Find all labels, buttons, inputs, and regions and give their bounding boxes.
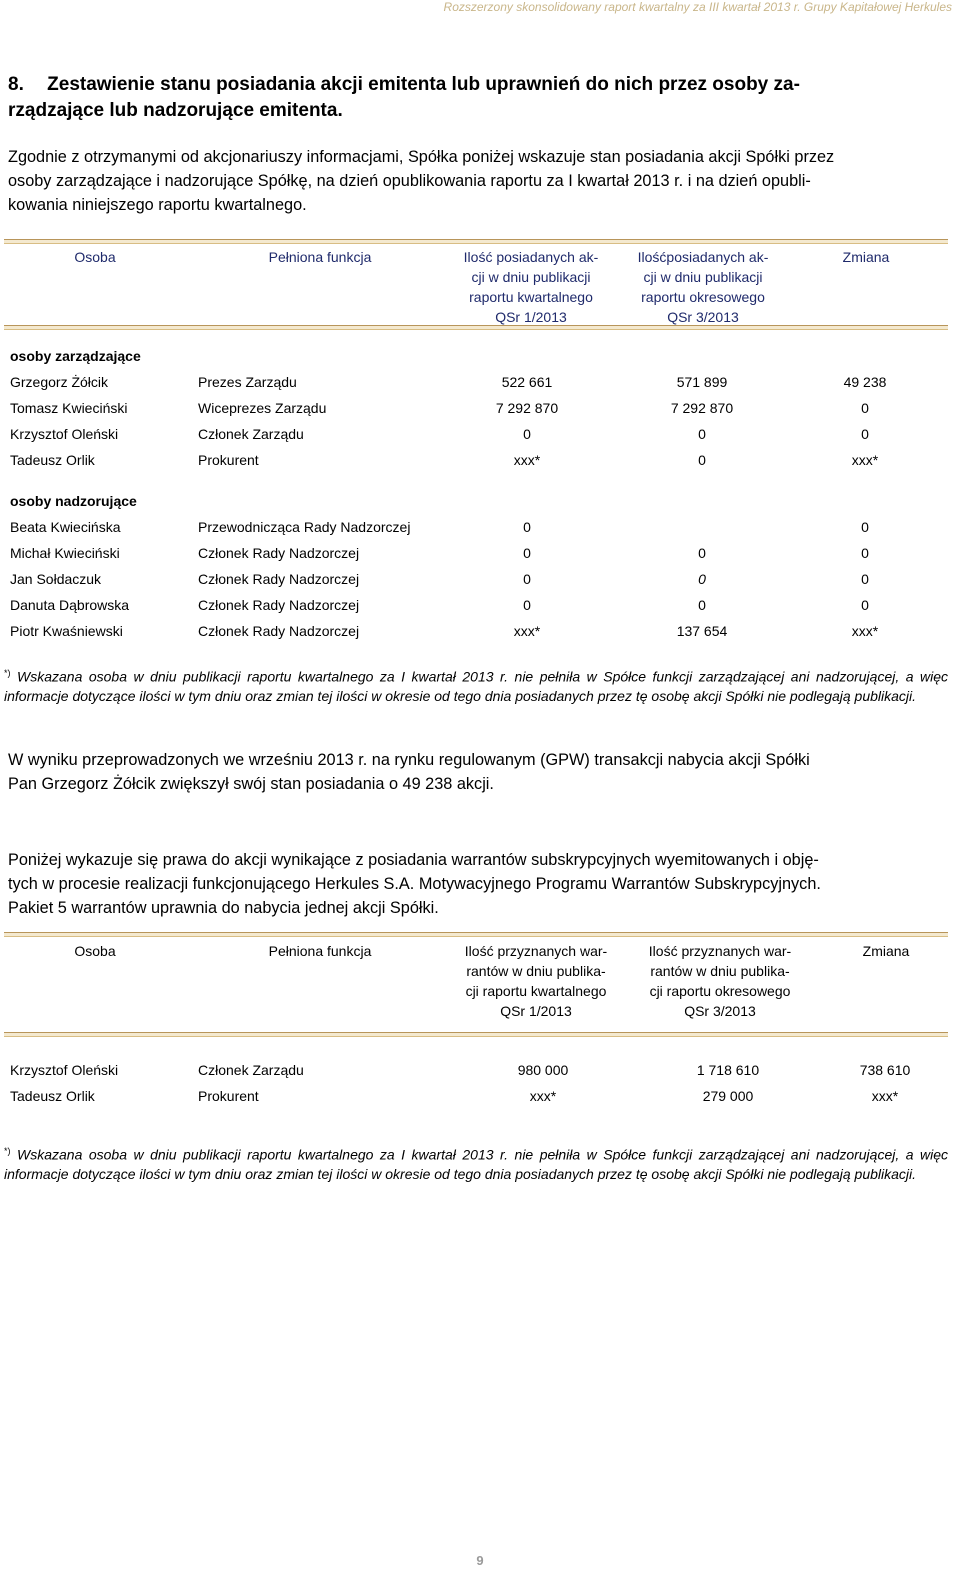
section-title-line2: rządzające lub nadzorujące emitenta. (8, 100, 343, 121)
footnote-mark: *) (4, 1146, 11, 1156)
row-name: Tadeusz Orlik (10, 1088, 95, 1104)
row-q3: 0 (698, 545, 706, 561)
row-role: Członek Rady Nadzorczej (198, 571, 360, 587)
row-q1: xxx* (513, 452, 541, 468)
row-q1: xxx* (513, 623, 541, 639)
table1-header-change: Zmiana (842, 249, 890, 265)
group-label-supervisory: osoby nadzorujące (10, 493, 137, 509)
row-q3: 7 292 870 (670, 400, 734, 416)
row-q3: 571 899 (676, 374, 728, 390)
intro-line: Zgodnie z otrzymanymi od akcjonariuszy informacjami, Spółka poniżej wskazuje stan posiadania akcji Spółki przez (8, 148, 835, 166)
table1-top-rule (4, 239, 948, 244)
row-change: 0 (861, 597, 869, 613)
row-q1: 7 292 870 (495, 400, 559, 416)
row-role: Prezes Zarządu (198, 374, 297, 390)
footnote-text: Wskazana osoba w dniu publikacji raportu kwartalnego za I kwartał 2013 r. nie pełniła w Spółce funkcji zarządzającej ani nadzorującej, a więc informacje dotyczące ilości w tym dniu oraz zmian tej ilości w okresie od tego dnia posiadanych przez tę osobę akcji Spółki nie podlegają publikacji. (4, 1146, 949, 1182)
row-name: Beata Kwiecińska (10, 519, 121, 535)
table2-top-rule (4, 932, 948, 937)
row-q3: 0 (698, 426, 706, 442)
intro-paragraph (8, 145, 952, 217)
group-label-management: osoby zarządzające (10, 348, 141, 364)
page-number: 9 (476, 1553, 484, 1568)
table1-header-person: Osoba (74, 249, 116, 265)
row-change: 0 (861, 571, 869, 587)
row-q1: 0 (523, 426, 531, 442)
warrants-line: Pakiet 5 warrantów uprawnia do nabycia jednej akcji Spółki. (8, 899, 439, 917)
warrants-line: tych w procesie realizacji funkcjonującego Herkules S.A. Motywacyjnego Programu Warrantów Subskrypcyjnych. (8, 875, 821, 893)
row-q1: 0 (523, 597, 531, 613)
row-q3: 0 (698, 571, 706, 587)
footnote-text: Wskazana osoba w dniu publikacji raportu kwartalnego za I kwartał 2013 r. nie pełniła w Spółce funkcji zarządzającej ani nadzorującej, a więc informacje dotyczące ilości w tym dniu oraz zmian tej ilości w okresie od tego dnia posiadanych przez tę osobę akcji Spółki nie podlegają publikacji. (4, 668, 949, 704)
row-change: 0 (861, 400, 869, 416)
footnote-mark: *) (4, 668, 11, 678)
table2-header-role: Pełniona funkcja (268, 943, 372, 959)
row-name: Grzegorz Żółcik (10, 374, 109, 390)
row-change: xxx* (851, 452, 879, 468)
transaction-line: W wyniku przeprowadzonych we wrześniu 2013 r. na rynku regulowanym (GPW) transakcji nabycia akcji Spółki (8, 751, 810, 769)
intro-line: kowania niniejszego raportu kwartalnego. (8, 196, 307, 214)
row-q3: 1 718 610 (696, 1062, 760, 1078)
table2-footnote (4, 1142, 948, 1184)
row-q3: 0 (698, 452, 706, 468)
section-number: 8. (8, 74, 24, 95)
row-name: Tomasz Kwieciński (10, 400, 128, 416)
warrants-line: Poniżej wykazuje się prawa do akcji wynikające z posiadania warrantów subskrypcyjnych wyemitowanych i obję- (8, 851, 819, 869)
running-header: Rozszerzony skonsolidowany raport kwartalny za III kwartał 2013 r. Grupy Kapitałowej Herkules (443, 0, 952, 14)
row-change: xxx* (871, 1088, 899, 1104)
row-name: Tadeusz Orlik (10, 452, 95, 468)
section-title-line1: Zestawienie stanu posiadania akcji emitenta lub uprawnień do nich przez osoby za- (47, 74, 800, 95)
table2-header-change: Zmiana (862, 943, 910, 959)
table2-header-q1: Ilość przyznanych war- rantów w dniu publika- cji raportu kwartalnego QSr 1/2013 (464, 943, 608, 1019)
row-name: Krzysztof Oleński (10, 1062, 119, 1078)
row-name: Michał Kwieciński (10, 545, 120, 561)
row-change: 0 (861, 519, 869, 535)
row-change: xxx* (851, 623, 879, 639)
transaction-paragraph (8, 748, 952, 796)
row-role: Członek Rady Nadzorczej (198, 545, 360, 561)
intro-line: osoby zarządzające i nadzorujące Spółkę, na dzień opublikowania raportu za I kwartał 2013 r. i na dzień opubli- (8, 172, 811, 190)
row-change: 49 238 (843, 374, 887, 390)
section-heading (8, 72, 952, 124)
row-role: Członek Rady Nadzorczej (198, 597, 360, 613)
table1-footnote (4, 664, 948, 706)
row-q1: 0 (523, 571, 531, 587)
table2-header-person: Osoba (74, 943, 116, 959)
row-name: Danuta Dąbrowska (10, 597, 130, 613)
row-name: Jan Sołdaczuk (10, 571, 102, 587)
row-role: Prokurent (198, 1088, 259, 1104)
row-q1: 0 (523, 519, 531, 535)
table2-header-rule (4, 1032, 948, 1037)
table2-header-q3: Ilość przyznanych war- rantów w dniu publika- cji raportu okresowego QSr 3/2013 (648, 943, 792, 1019)
row-change: 0 (861, 426, 869, 442)
row-role: Członek Rady Nadzorczej (198, 623, 360, 639)
row-q3: 137 654 (676, 623, 728, 639)
row-role: Wiceprezes Zarządu (198, 400, 327, 416)
transaction-line: Pan Grzegorz Żółcik zwiększył swój stan posiadania o 49 238 akcji. (8, 775, 494, 793)
row-q1: 980 000 (517, 1062, 569, 1078)
row-role: Członek Zarządu (198, 1062, 304, 1078)
table1-header-rule (4, 325, 948, 330)
row-q1: xxx* (529, 1088, 557, 1104)
row-role: Członek Zarządu (198, 426, 304, 442)
table1-header-q1: Ilość posiadanych ak- cji w dniu publikacji raportu kwartalnego QSr 1/2013 (463, 249, 599, 325)
table1-header-q3: Ilośćposiadanych ak- cji w dniu publikacji raportu okresowego QSr 3/2013 (637, 249, 769, 325)
row-role: Przewodnicząca Rady Nadzorczej (198, 519, 411, 535)
warrants-paragraph (8, 848, 952, 920)
row-name: Piotr Kwaśniewski (10, 623, 123, 639)
row-q3: 0 (698, 597, 706, 613)
row-q1: 0 (523, 545, 531, 561)
row-name: Krzysztof Oleński (10, 426, 119, 442)
row-q1: 522 661 (501, 374, 553, 390)
row-role: Prokurent (198, 452, 259, 468)
table1-header-role: Pełniona funkcja (268, 249, 372, 265)
row-q3: 279 000 (702, 1088, 754, 1104)
row-change: 738 610 (859, 1062, 911, 1078)
row-change: 0 (861, 545, 869, 561)
